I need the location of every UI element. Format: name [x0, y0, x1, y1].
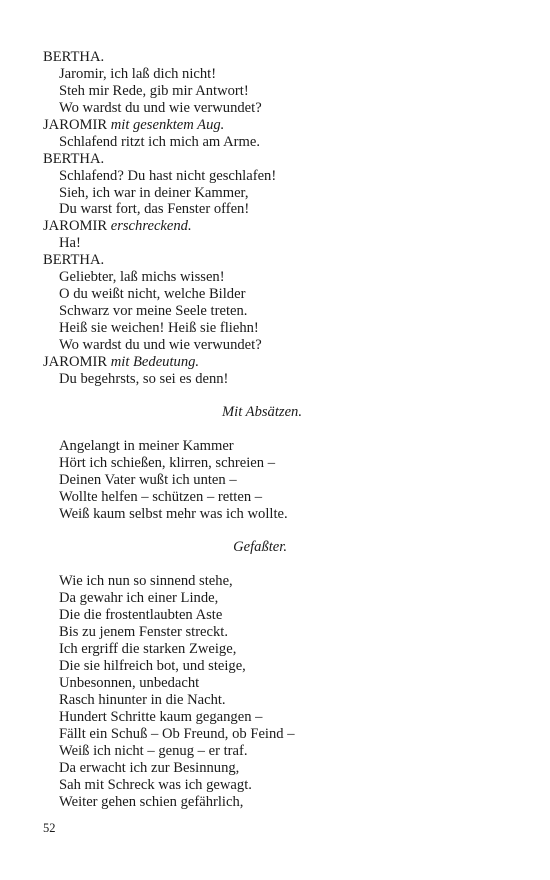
speaker-name: JAROMIR — [43, 353, 108, 370]
verse-line: Wo wardst du und wie verwundet? — [59, 336, 262, 353]
speaker-name: BERTHA. — [43, 252, 105, 269]
verse-line: Wo wardst du und wie verwundet? — [59, 99, 262, 116]
page-number: 52 — [43, 821, 56, 835]
verse-line: Weiter gehen schien gefährlich, — [59, 793, 244, 810]
verse-line: Steh mir Rede, gib mir Antwort! — [59, 82, 249, 99]
verse-line: Hundert Schritte kaum gegangen – — [59, 708, 263, 725]
verse-line: Wie ich nun so sinnend stehe, — [59, 573, 233, 590]
verse-line: Heiß sie weichen! Heiß sie fliehn! — [59, 320, 259, 336]
verse-line: Schlafend ritzt ich mich am Arme. — [59, 133, 261, 150]
verse-line: Rasch hinunter in die Nacht. — [59, 691, 226, 708]
verse-line: Jaromir, ich laß dich nicht! — [59, 65, 217, 82]
stage-direction: erschreckend. — [110, 218, 192, 235]
speaker-name: JAROMIR — [43, 218, 108, 235]
verse-line: Sah mit Schreck was ich gewagt. — [59, 776, 252, 793]
verse-line: Du warst fort, das Fenster offen! — [59, 201, 250, 218]
verse-line: Angelangt in meiner Kammer — [59, 438, 234, 455]
speaker-name: JAROMIR — [43, 116, 108, 133]
stage-direction-centered: Gefaßter. — [233, 539, 287, 556]
verse-line: Ich ergriff die starken Zweige, — [59, 641, 237, 658]
verse-line: Hört ich schießen, klirren, schreien – — [59, 455, 275, 472]
verse-line: Weiß ich nicht – genug – er traf. — [59, 742, 248, 759]
stage-direction: mit Bedeutung. — [110, 353, 200, 370]
verse-line: Da erwacht ich zur Besinnung, — [59, 759, 240, 776]
verse-line: Weiß kaum selbst mehr was ich wollte. — [59, 505, 288, 522]
verse-line: Die die frostentlaubten Aste — [59, 607, 223, 624]
verse-line: O du weißt nicht, welche Bilder — [59, 286, 246, 303]
verse-line: Du begehrsts, so sei es denn! — [59, 370, 229, 387]
speaker-line — [43, 117, 513, 134]
verse-line: Geliebter, laß michs wissen! — [59, 269, 225, 286]
verse-line: Bis zu jenem Fenster streckt. — [59, 624, 229, 641]
verse-line: Schlafend? Du hast nicht geschlafen! — [59, 167, 277, 184]
verse-line: Da gewahr ich einer Linde, — [59, 590, 219, 607]
stage-direction: mit gesenktem Aug. — [110, 116, 225, 133]
verse-line: Wollte helfen – schützen – retten – — [59, 489, 263, 505]
verse-line: Die sie hilfreich bot, und steige, — [59, 658, 246, 674]
play-text — [43, 49, 513, 810]
stage-direction-centered: Mit Absätzen. — [222, 404, 302, 421]
speaker-line — [43, 49, 513, 66]
speaker-line — [43, 252, 513, 269]
verse-line: Sieh, ich war in deiner Kammer, — [59, 184, 249, 201]
speaker-line — [43, 151, 513, 168]
speaker-line — [43, 218, 513, 235]
verse-line: Deinen Vater wußt ich unten – — [59, 472, 237, 489]
verse-line: Schwarz vor meine Seele treten. — [59, 303, 248, 320]
speaker-name: BERTHA. — [43, 49, 105, 65]
speaker-line — [43, 354, 513, 371]
verse-line: Ha! — [59, 235, 81, 252]
verse-line: Unbesonnen, unbedacht — [59, 674, 200, 691]
verse-line: Fällt ein Schuß – Ob Freund, ob Feind – — [59, 725, 295, 742]
speaker-name: BERTHA. — [43, 150, 105, 167]
